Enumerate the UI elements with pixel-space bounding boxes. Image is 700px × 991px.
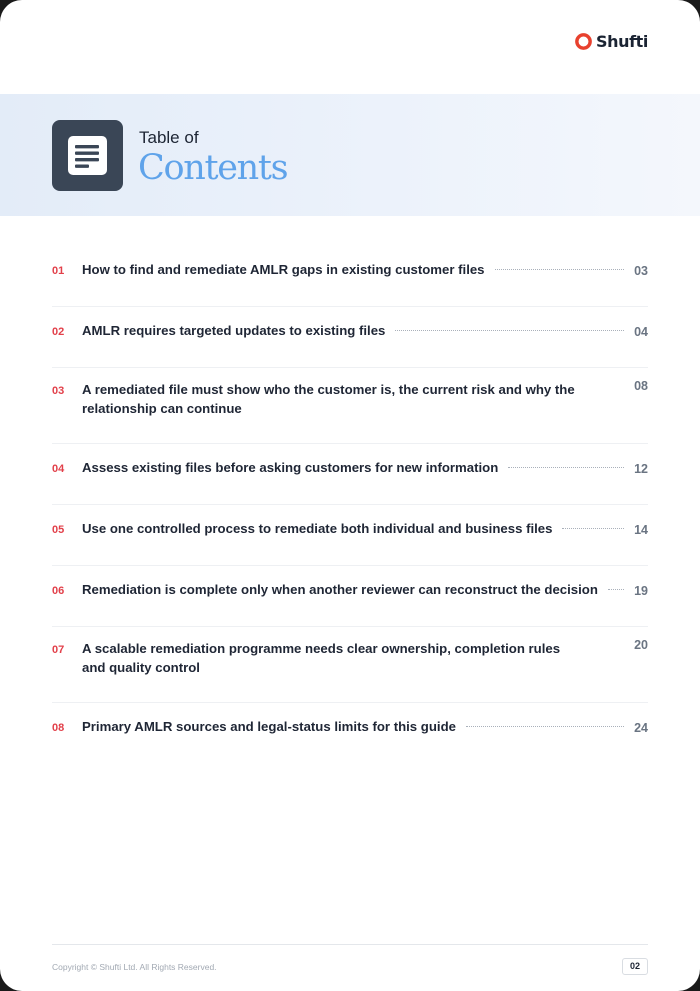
toc-number: 08 <box>52 722 65 734</box>
toc-page-number: 19 <box>634 584 648 598</box>
toc-title: Assess existing files before asking customers for new information <box>82 460 499 475</box>
toc-number: 02 <box>52 326 65 338</box>
logo-text: Shufti <box>596 32 648 51</box>
toc-entry[interactable] <box>52 703 648 763</box>
shufti-logo <box>574 32 648 51</box>
dot-leader <box>495 269 625 270</box>
toc-entry[interactable] <box>52 566 648 627</box>
toc-number: 05 <box>52 524 65 536</box>
toc-number: 03 <box>52 385 65 397</box>
toc-number: 06 <box>52 585 65 597</box>
document-icon <box>52 120 123 191</box>
hero-banner <box>0 94 700 216</box>
footer-page-number: 02 <box>622 958 648 975</box>
table-of-contents <box>52 246 648 763</box>
toc-page-number: 14 <box>634 523 648 537</box>
toc-page-number: 12 <box>634 462 648 476</box>
footer-divider <box>52 944 648 945</box>
toc-title: A scalable remediation programme needs clear ownership, completion rules and quality control <box>82 641 561 675</box>
dot-leader <box>395 330 624 331</box>
toc-page-number: 04 <box>634 325 648 339</box>
toc-title: Remediation is complete only when another reviewer can reconstruct the decision <box>82 582 598 597</box>
toc-entry[interactable] <box>52 307 648 368</box>
toc-number: 07 <box>52 644 65 656</box>
toc-entry[interactable] <box>52 368 648 444</box>
toc-entry[interactable] <box>52 444 648 505</box>
toc-entry[interactable] <box>52 246 648 307</box>
page-title: Contents <box>138 148 288 188</box>
toc-title: AMLR requires targeted updates to existing files <box>82 323 386 338</box>
dot-leader <box>608 589 624 590</box>
toc-page-number: 08 <box>634 379 648 393</box>
toc-entry[interactable] <box>52 505 648 566</box>
dot-leader <box>508 467 624 468</box>
shufti-logo-icon <box>574 32 593 51</box>
toc-page-number: 20 <box>634 638 648 652</box>
toc-number: 04 <box>52 463 65 475</box>
toc-title: How to find and remediate AMLR gaps in existing customer files <box>82 262 485 277</box>
toc-title: A remediated file must show who the customer is, the current risk and why the relationship can continue <box>82 382 575 416</box>
toc-entry[interactable] <box>52 627 648 703</box>
toc-page-number: 03 <box>634 264 648 278</box>
dot-leader <box>466 726 624 727</box>
toc-title: Use one controlled process to remediate both individual and business files <box>82 521 553 536</box>
toc-title: Primary AMLR sources and legal-status limits for this guide <box>82 719 456 734</box>
hero-pre-title: Table of <box>139 128 199 147</box>
toc-number: 01 <box>52 265 65 277</box>
dot-leader <box>562 528 624 529</box>
toc-page-number: 24 <box>634 721 648 735</box>
footer-copyright: Copyright © Shufti Ltd. All Rights Reserved. <box>52 962 217 972</box>
